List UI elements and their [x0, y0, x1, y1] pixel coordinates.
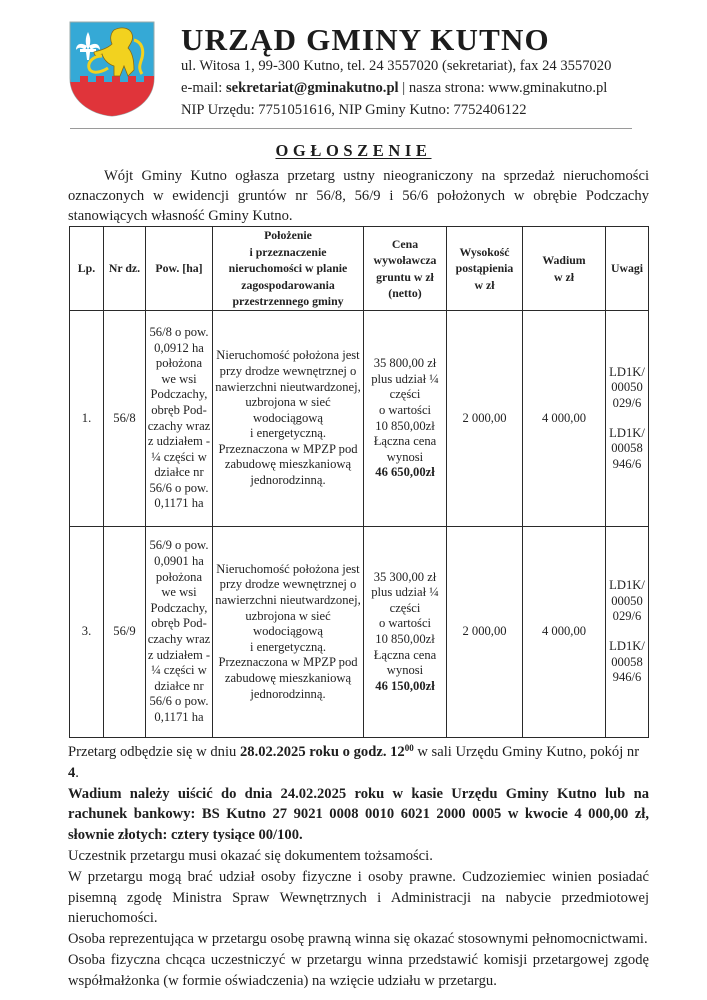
pow-line: 0,1171 ha: [154, 709, 204, 724]
auction-date: 28.02.2025 roku o godz. 12: [239, 744, 405, 760]
header-wysokosc: [447, 227, 523, 311]
pow-line: z udziałem -: [147, 647, 211, 662]
auction-date-line: [68, 742, 649, 784]
pow-line: obręb Pod-: [151, 616, 207, 631]
uwagi-line: 00058: [611, 441, 643, 456]
header-divider: [70, 128, 632, 129]
title-text: OGŁOSZENIE: [275, 141, 432, 160]
polozenie-line: przy drodze wewnętrznej o: [219, 363, 357, 378]
cell-cena: [364, 527, 447, 738]
header-line: (netto): [388, 286, 422, 300]
pow-line: ¼ części w: [151, 449, 207, 464]
nip-line: NIP Urzędu: 7751051616, NIP Gminy Kutno: 7752406122: [181, 102, 527, 118]
cena-line: Łączna cena: [373, 647, 437, 662]
coat-of-arms-icon: [68, 20, 156, 118]
cena-line: o wartości: [378, 616, 432, 631]
polozenie-line: wodociągową: [253, 624, 323, 639]
cell-wadium: 4 000,00: [523, 527, 606, 738]
uwagi-line: LD1K/: [609, 364, 645, 379]
auction-end: .: [75, 764, 79, 781]
participants-paragraph: W przetargu mogą brać udział osoby fizyczne i osoby prawne. Cudzoziemiec winien posiadać pisemną zgodę Ministra Spraw Wewnętrznych i Administracji na nabycie przedmiotowej nieruchomości.: [68, 868, 649, 927]
spouse-consent-paragraph: Osoba fizyczna chcąca uczestniczyć w przetargu winna przedstawić komisji przetargowej zgodę współmałżonka (w formie oświadczenia) na wzięcie udziału w przetargu.: [68, 951, 649, 989]
cell-cena: [364, 311, 447, 527]
header-line: postąpienia: [455, 261, 514, 276]
uwagi-line: 946/6: [612, 670, 642, 685]
cell-lp: 1.: [70, 311, 104, 527]
cell-uwagi: [606, 527, 649, 738]
cell-wysokosc: 2 000,00: [447, 311, 523, 527]
pow-line: we wsi: [161, 585, 197, 600]
cena-line: o wartości: [378, 402, 432, 417]
header-nr: Nr dz.: [104, 227, 146, 311]
polozenie-line: uzbrojona w sieć: [245, 608, 331, 623]
legal-rep-paragraph: Osoba reprezentująca w przetargu osobę prawną winna się okazać stosownymi pełnomocnictwami.: [68, 931, 648, 948]
cell-nr: 56/9: [104, 527, 146, 738]
cell-nr: 56/8: [104, 311, 146, 527]
header-wadium: [523, 227, 606, 311]
header-uwagi: Uwagi: [606, 227, 649, 311]
table-row: [70, 311, 649, 527]
email-link[interactable]: sekretariat@gminakutno.pl: [225, 80, 399, 96]
polozenie-line: Przeznaczona w MPZP pod: [218, 655, 358, 670]
cena-line: części: [389, 600, 421, 615]
auction-details: [68, 742, 649, 992]
email-label: e-mail:: [181, 80, 226, 96]
cell-lp: 3.: [70, 527, 104, 738]
auction-mid: w sali Urzędu Gminy Kutno, pokój nr: [413, 744, 640, 760]
website-link[interactable]: www.gminakutno.pl: [488, 80, 608, 96]
table-header-row: [70, 227, 649, 311]
pow-line: 0,0901 ha: [154, 554, 204, 569]
address-line: ul. Witosa 1, 99-300 Kutno, tel. 24 3557020 (sekretariat), fax 24 3557020: [181, 58, 612, 74]
header-line: przestrzennego gminy: [232, 294, 344, 309]
pow-line: Podczachy,: [150, 600, 208, 615]
header-line: w zł: [474, 277, 495, 292]
pow-line: 56/8 o pow.: [149, 324, 209, 339]
header-cena: [364, 227, 447, 311]
cena-line: plus udział ¼: [371, 585, 439, 600]
polozenie-line: jednorodzinną.: [250, 686, 326, 701]
uwagi-line: 00050: [611, 593, 643, 608]
uwagi-line: LD1K/: [609, 639, 645, 653]
site-label: | nasza strona:: [398, 80, 489, 96]
property-table: [69, 226, 649, 738]
cena-total: 46 150,00zł: [375, 678, 435, 693]
pow-line: działce nr: [154, 678, 204, 693]
uwagi-line: 029/6: [612, 609, 642, 624]
cena-line: Łączna cena: [373, 434, 437, 449]
polozenie-line: wodociągową: [253, 410, 323, 425]
cell-pow: [146, 311, 213, 527]
table-row: [70, 527, 649, 738]
uwagi-line: 00058: [611, 654, 643, 669]
polozenie-line: zabudowę mieszkaniową: [224, 670, 352, 685]
uwagi-line: LD1K/: [609, 425, 645, 440]
pow-line: 56/9 o pow.: [149, 538, 209, 553]
cena-line: 35 300,00 zł: [373, 569, 437, 584]
polozenie-line: zabudowę mieszkaniową: [224, 457, 352, 472]
header-line: Wysokość: [459, 244, 510, 259]
cell-pow: [146, 527, 213, 738]
cena-line: wynosi: [386, 449, 424, 464]
cena-line: części: [389, 387, 421, 402]
cell-wysokosc: 2 000,00: [447, 527, 523, 738]
pow-line: Podczachy,: [150, 387, 208, 402]
cell-wadium: 4 000,00: [523, 311, 606, 527]
cena-line: 10 850,00zł: [375, 418, 435, 433]
header-polozenie: [213, 227, 364, 311]
uwagi-line: 029/6: [612, 395, 642, 410]
pow-line: działce nr: [154, 465, 204, 480]
header-line: zagospodarowania: [241, 277, 335, 292]
intro-paragraph: [68, 166, 649, 226]
header-line: Położenie: [264, 228, 312, 243]
header-pow: Pow. [ha]: [146, 227, 213, 311]
cell-polozenie: [213, 527, 364, 738]
pow-line: we wsi: [161, 371, 197, 386]
polozenie-line: jednorodzinną.: [250, 473, 326, 488]
polozenie-line: i energetyczną.: [250, 426, 326, 441]
polozenie-line: i energetyczną.: [250, 639, 326, 654]
header-line: i przeznaczenie: [249, 244, 327, 259]
uwagi-spacer: [606, 625, 648, 639]
id-requirement: Uczestnik przetargu musi okazać się dokumentem tożsamości.: [68, 847, 433, 864]
cena-line: plus udział ¼: [371, 371, 439, 386]
cell-uwagi: [606, 311, 649, 527]
polozenie-line: Nieruchomość położona jest: [216, 348, 360, 363]
uwagi-spacer: [606, 412, 648, 426]
header-line: wywoławcza: [373, 253, 437, 267]
header-line: Wadium: [542, 253, 586, 267]
organization-name: URZĄD GMINY KUTNO: [181, 22, 550, 57]
auction-room: 4: [68, 764, 76, 781]
polozenie-line: nawierzchni nieutwardzonej,: [215, 593, 361, 608]
header-line: w zł: [554, 269, 574, 284]
uwagi-line: 946/6: [612, 456, 642, 471]
pow-line: z udziałem -: [147, 434, 211, 449]
pow-line: położona: [155, 569, 203, 584]
pow-line: 0,0912 ha: [154, 340, 204, 355]
cena-line: 35 800,00 zł: [373, 356, 437, 371]
intro-text: Wójt Gminy Kutno ogłasza przetarg ustny nieograniczony na sprzedaż nieruchomości oznaczonych w ewidencji gruntów nr 56/8, 56/9 i 56/6 położonych w obrębie Podczachy stanowiących własność Gminy Kutno.: [68, 168, 649, 224]
contact-line: [181, 79, 607, 97]
polozenie-line: Nieruchomość położona jest: [216, 561, 360, 576]
polozenie-line: uzbrojona w sieć: [245, 395, 331, 410]
polozenie-line: nawierzchni nieutwardzonej,: [215, 379, 361, 394]
auction-pre: Przetarg odbędzie się w dniu: [68, 744, 240, 760]
pow-line: ¼ części w: [151, 663, 207, 678]
cell-polozenie: [213, 311, 364, 527]
pow-line: obręb Pod-: [151, 402, 207, 417]
polozenie-line: przy drodze wewnętrznej o: [219, 577, 357, 592]
pow-line: 56/6 o pow.: [149, 694, 209, 709]
cena-line: 10 850,00zł: [375, 632, 435, 646]
header-line: gruntu w zł: [376, 269, 434, 284]
pow-line: czachy wraz: [147, 632, 211, 646]
pow-line: 56/6 o pow.: [149, 480, 209, 495]
header-line: Cena: [391, 236, 419, 251]
cena-total: 46 650,00zł: [375, 465, 435, 480]
header-line: nieruchomości w planie: [228, 261, 348, 276]
polozenie-line: Przeznaczona w MPZP pod: [218, 441, 358, 456]
pow-line: czachy wraz: [147, 418, 211, 433]
wadium-paragraph: Wadium należy uiścić do dnia 24.02.2025 roku w kasie Urzędu Gminy Kutno lub na rachunek bankowy: BS Kutno 27 9021 0008 0010 6021 2000 0005 w kwocie 4 000,00 zł, słownie złotych: cztery tysiące 00/100.: [68, 785, 649, 844]
header-lp: Lp.: [70, 227, 104, 311]
pow-line: 0,1171 ha: [154, 496, 204, 511]
uwagi-line: 00050: [611, 380, 643, 395]
uwagi-line: LD1K/: [609, 578, 645, 593]
cena-line: wynosi: [386, 663, 424, 678]
pow-line: położona: [155, 356, 203, 371]
page-title: [0, 141, 707, 161]
auction-time-sup: 00: [404, 743, 414, 753]
